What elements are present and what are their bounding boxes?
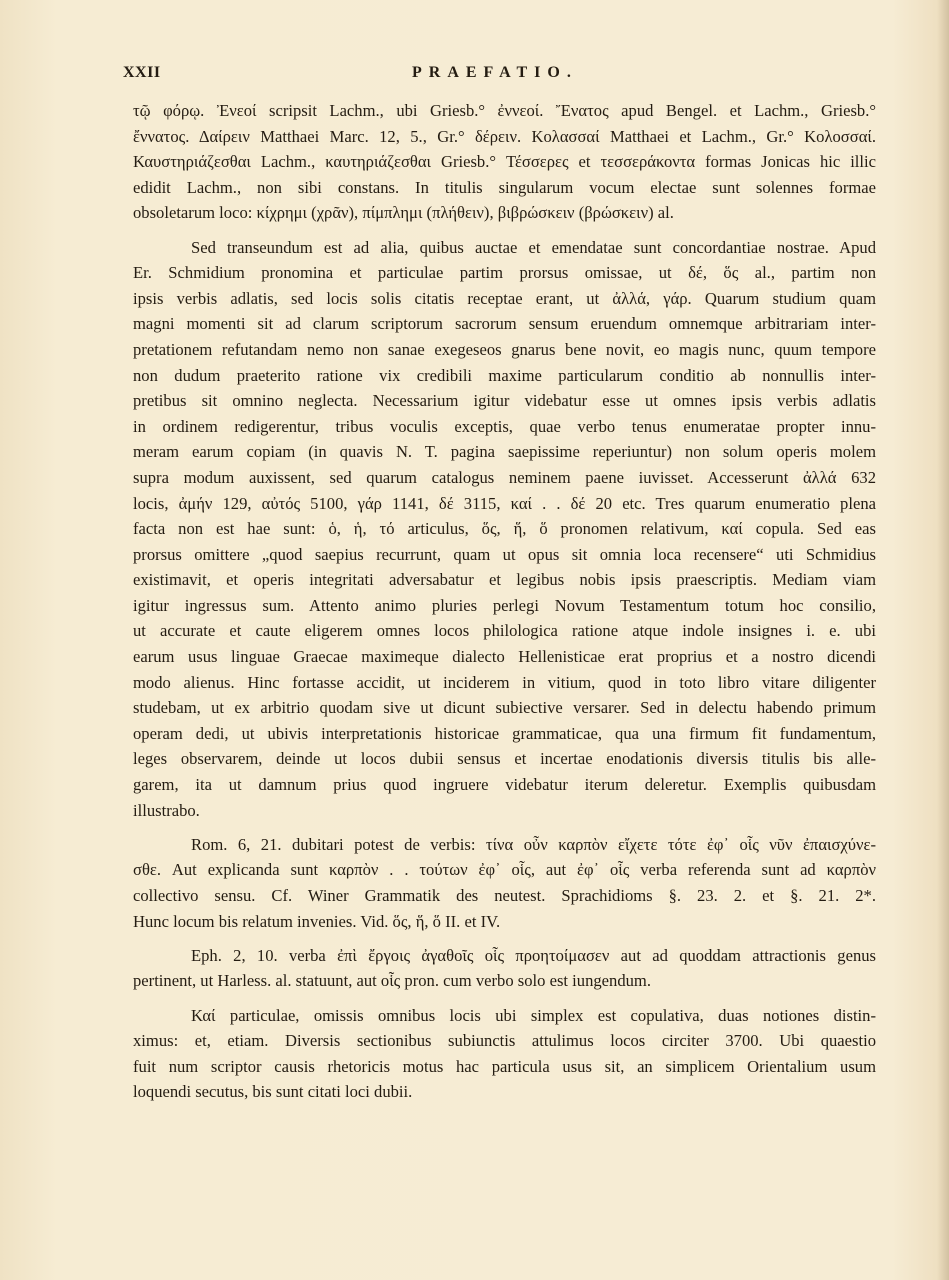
text-line: prorsus omittere „quod saepius recurrunt, quam ut opus sit omnia loca recensere“ uti Schmidius	[133, 544, 876, 564]
text-line: loquendi secutus, bis sunt citati loci dubii.	[133, 1082, 413, 1102]
text-line: studebam, ut ex arbitrio quodam sive ut dicunt subiective versarer. Sed in delectu habendo primum	[133, 698, 876, 718]
text-line: non dudum praeterito ratione vix credibili maxime particularum conditio ab nonnullis inter-	[133, 365, 876, 385]
text-line: meram earum copiam (in quavis N. T. pagina saepissime reperiuntur) non solum operis molem	[133, 442, 876, 462]
text-line: Er. Schmidium pronomina et particulae partim prorsus omissae, ut δέ, ὅς al., partim non	[133, 263, 876, 283]
text-line: Rom. 6, 21. dubitari potest de verbis: τίνα οὖν καρπὸν εἴχετε τότε ἐφ᾽ οἷς νῦν ἐπαισχύνε-	[191, 834, 876, 854]
body-text	[133, 98, 876, 1114]
text-line: facta non est hae sunt: ὁ, ἡ, τό articulus, ὅς, ἥ, ὅ pronomen relativum, καί copula. Sed eas	[133, 519, 876, 539]
text-line: leges observarem, deinde ut locos dubii sensus et incertae enodationis diversis titulis bis alle-	[133, 749, 876, 769]
text-line: ἔννατος. Δαίρειν Matthaei Marc. 12, 5., Gr.° δέρειν. Κολασσαί Matthaei et Lachm., Gr.° Κολοσσαί.	[133, 126, 876, 146]
text-line: Καυστηριάζεσθαι Lachm., καυτηριάζεσθαι Griesb.° Τέσσερες et τεσσεράκοντα formas Jonicas hic illic	[133, 152, 876, 172]
paragraph	[133, 98, 876, 226]
text-line: collectivo sensu. Cf. Winer Grammatik des neutest. Sprachidioms §. 23. 2. et §. 21. 2*.	[133, 886, 876, 905]
paragraph	[133, 1003, 876, 1105]
text-line: earum usus linguae Graecae maximeque dialecto Hellenisticae erat proprius et a nostro dicendi	[133, 647, 876, 667]
text-line: supra modum auxissent, sed quarum catalogus neminem paene iuvisset. Accesserunt ἀλλά 632	[133, 467, 876, 487]
paragraph	[133, 235, 876, 824]
text-line: locis, ἀμήν 129, αὐτός 5100, γάρ 1141, δέ 3115, καί . . δέ 20 etc. Tres quarum enumeratio plena	[133, 493, 876, 513]
text-line: existimavit, et operis integritati adversabatur et legibus nobis ipsis praescriptis. Mediam viam	[133, 570, 876, 590]
running-head: PRAEFATIO.	[412, 64, 578, 81]
text-line: τῷ φόρῳ. Ἐνεοί scripsit Lachm., ubi Griesb.° ἐννεοί. Ἔνατος apud Bengel. et Lachm., Griesb.°	[133, 101, 876, 120]
text-line: fuit num scriptor causis rhetoricis motus hac particula usus sit, an simplicem Orientalium usum	[133, 1056, 876, 1076]
text-line: pretationem refutandam nemo non sanae exegeseos gnarus bene novit, eo magis nunc, quum tempore	[133, 339, 876, 359]
text-line: garem, ita ut damnum prius quod ingruere videbatur iterum deleretur. Exemplis quibusdam	[133, 775, 876, 795]
text-line: illustrabo.	[133, 800, 200, 820]
text-line: igitur ingressus sum. Attento animo pluries perlegi Novum Testamentum totum hoc consilio,	[133, 595, 876, 615]
paragraph	[133, 943, 876, 994]
paragraph	[133, 832, 876, 934]
text-line: modo alienus. Hinc fortasse accidit, ut inciderem in vitium, quod in toto libro vitare diligenter	[133, 672, 876, 692]
text-line: operam dedi, ut ubivis interpretationis historicae grammaticae, qua una firmum fit fundamentum,	[133, 723, 876, 743]
text-line: ipsis verbis adlatis, sed locis solis citatis receptae erant, ut ἀλλά, γάρ. Quarum studium quam	[133, 288, 876, 308]
text-line: Eph. 2, 10. verba ἐπὶ ἔργοις ἀγαθοῖς οἷς προητοίμασεν aut ad quoddam attractionis genus	[191, 945, 876, 965]
text-line: Καί particulae, omissis omnibus locis ubi simplex est copulativa, duas notiones distin-	[191, 1005, 876, 1025]
text-line: edidit Lachm., non sibi constans. In titulis singularum vocum electae sunt solennes formae	[133, 177, 876, 197]
text-line: ximus: et, etiam. Diversis sectionibus subiunctis attulimus locos circiter 3700. Ubi quaestio	[133, 1031, 876, 1051]
page-header	[123, 64, 825, 88]
text-line: σθε. Aut explicanda sunt καρπὸν . . τούτων ἐφ᾽ οἷς, aut ἐφ᾽ οἷς verba referenda sunt ad καρπὸν	[133, 860, 876, 880]
page-number: XXII	[123, 64, 161, 81]
text-line: obsoletarum loco: κίχρημι (χρᾶν), πίμπλημι (πλήθειν), βιβρώσκειν (βρώσκειν) al.	[133, 203, 674, 223]
text-line: Hunc locum bis relatum invenies. Vid. ὅς, ἥ, ὅ II. et IV.	[133, 911, 501, 931]
text-line: pertinent, ut Harless. al. statuunt, aut οἷς pron. cum verbo solo est iungendum.	[133, 971, 651, 991]
text-line: pretibus sit omnino neglecta. Necessarium igitur videbatur esse ut omnes ipsis verbis adlatis	[133, 391, 876, 411]
text-line: ut accurate et caute eligerem omnes locos philologica ratione atque indole insignes i. e. ubi	[133, 621, 876, 641]
text-line: magni momenti sit ad clarum scriptorum sacrorum sensum eruendum omnemque arbitrariam inter-	[133, 314, 876, 334]
text-line: Sed transeundum est ad alia, quibus auctae et emendatae sunt concordantiae nostrae. Apud	[191, 237, 876, 257]
text-line: in ordinem redigerentur, tribus voculis exceptis, quae verbo tenus enumeratae propter innu-	[133, 416, 876, 436]
